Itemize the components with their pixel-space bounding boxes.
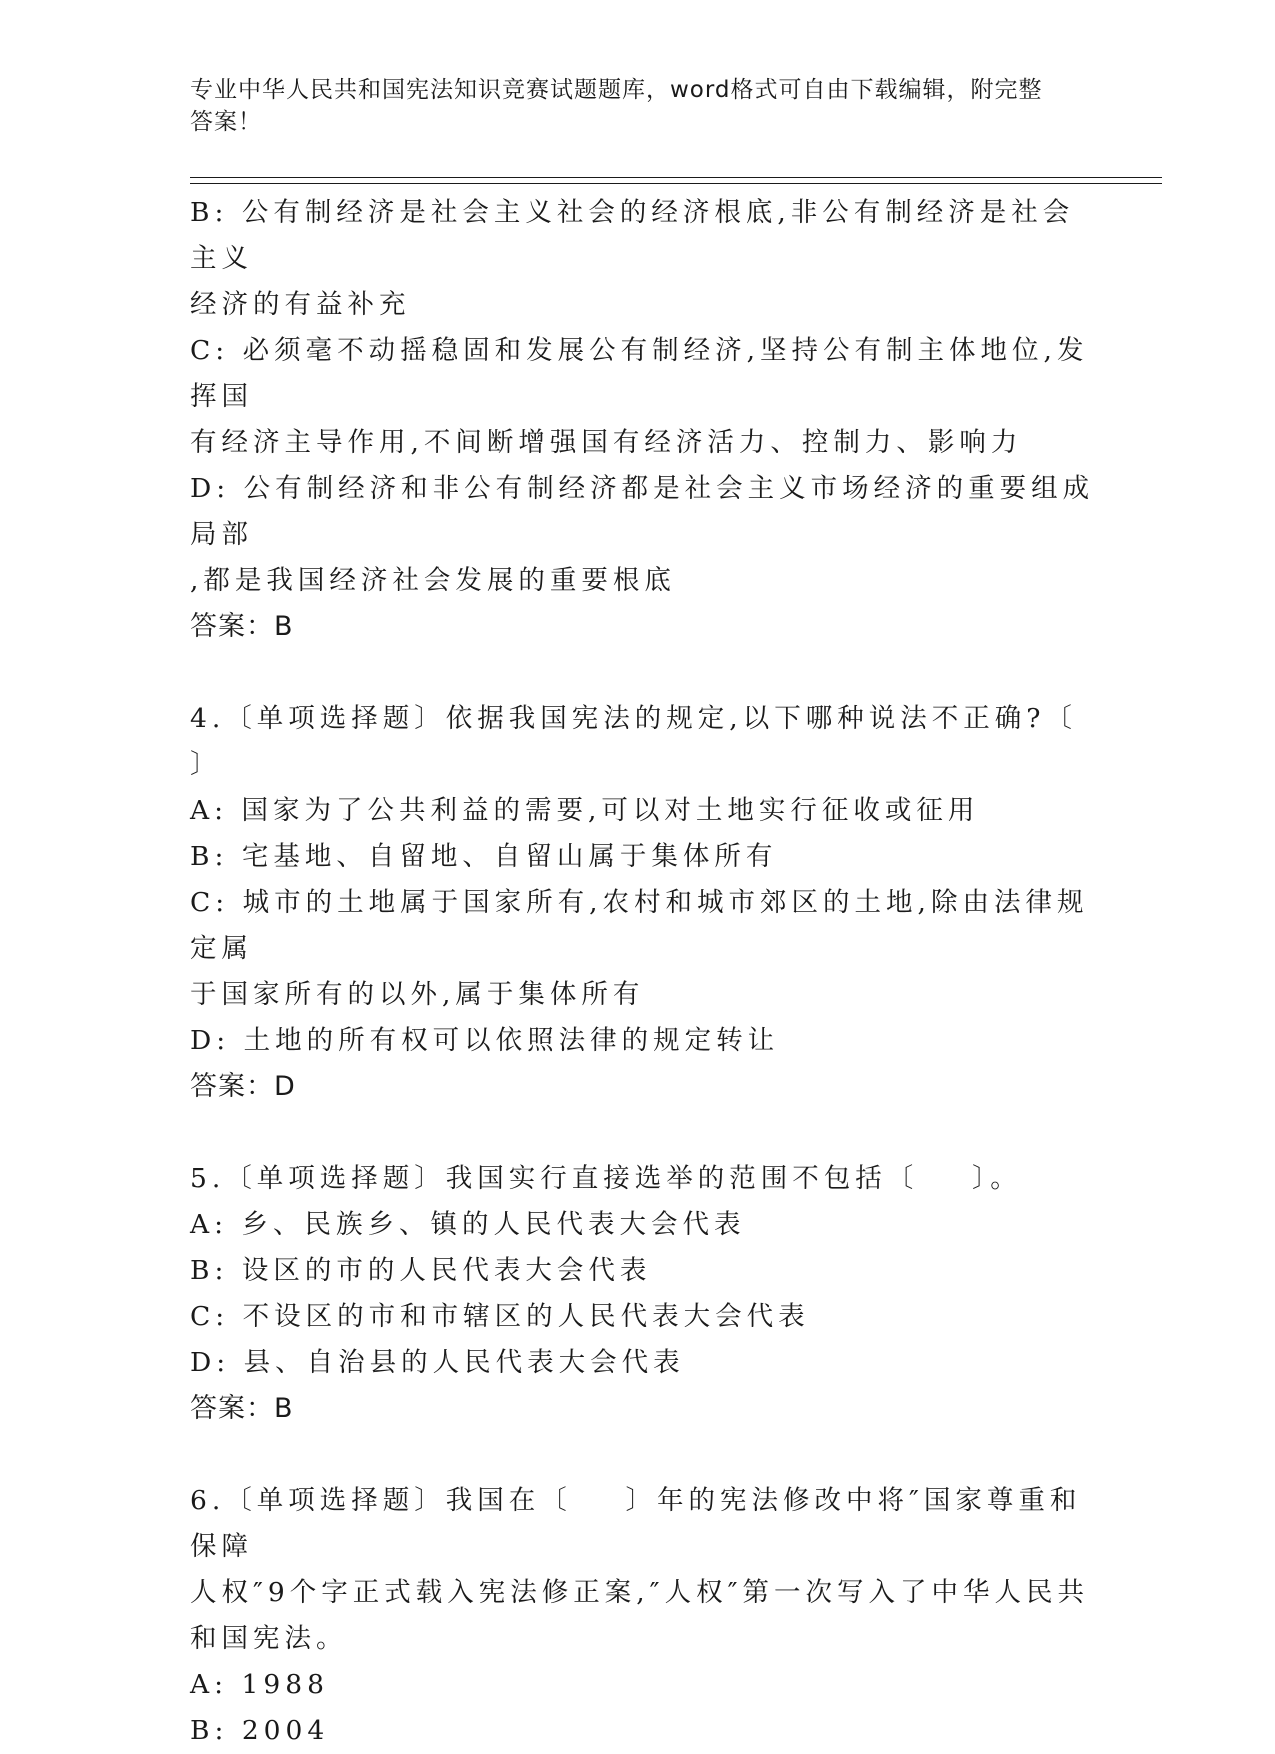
question-4 [190, 696, 1131, 1110]
option-c: C: 必须毫不动摇稳固和发展公有制经济,坚持公有制主体地位,发挥国 [190, 335, 1089, 412]
answer: 答案：B [190, 1393, 294, 1424]
option-b: B: 设区的市的人民代表大会代表 [190, 1255, 652, 1286]
document-header [190, 74, 1070, 138]
option-d: D: 公有制经济和非公有制经济都是社会主义市场经济的重要组成局部 [190, 473, 1095, 550]
option-b: B: 2004 [190, 1715, 330, 1746]
option-d-continued: ,都是我国经济社会发展的重要根底 [190, 565, 676, 596]
option-c-continued: 于国家所有的以外,属于集体所有 [190, 979, 645, 1010]
question-stem: 4.〔单项选择题〕依据我国宪法的规定,以下哪种说法不正确?〔 〕 [190, 703, 1131, 780]
question-stem: 5.〔单项选择题〕我国实行直接选举的范围不包括〔 〕。 [190, 1163, 1022, 1194]
option-d: D: 县、自治县的人民代表大会代表 [190, 1347, 685, 1378]
header-line-1: 专业中华人民共和国宪法知识竞赛试题题库，word格式可自由下载编辑，附完整 [190, 77, 1043, 103]
option-b-continued: 经济的有益补充 [190, 289, 411, 320]
option-a: A: 乡、民族乡、镇的人民代表大会代表 [190, 1209, 746, 1240]
question-stem: 6.〔单项选择题〕我国在〔 〕年的宪法修改中将″国家尊重和保障 [190, 1485, 1082, 1562]
question-stem-continued: 和国宪法。 [190, 1623, 348, 1654]
spacer [190, 1110, 1095, 1156]
option-d: D: 土地的所有权可以依照法律的规定转让 [190, 1025, 780, 1056]
answer: 答案：B [190, 611, 294, 642]
spacer [190, 650, 1095, 696]
option-b: B: 宅基地、自留地、自留山属于集体所有 [190, 841, 778, 872]
option-c: C: 不设区的市和市辖区的人民代表大会代表 [190, 1301, 810, 1332]
question-stem-continued: 人权″9个字正式载入宪法修正案,″人权″第一次写入了中华人民共 [190, 1577, 1089, 1608]
header-rule-top [190, 177, 1162, 178]
question-6 [190, 1478, 1095, 1754]
option-a: A: 国家为了公共利益的需要,可以对土地实行征收或征用 [190, 795, 980, 826]
answer: 答案：D [190, 1071, 296, 1102]
option-a: A: 1988 [190, 1669, 329, 1700]
question-3-tail [190, 190, 1095, 650]
option-c-continued: 有经济主导作用,不间断增强国有经济活力、控制力、影响力 [190, 427, 1023, 458]
question-5 [190, 1156, 1095, 1432]
header-line-2: 答案！ [190, 109, 262, 135]
spacer [190, 1432, 1095, 1478]
header-rule-bottom [190, 183, 1162, 184]
document-body [190, 190, 1131, 1754]
option-c: C: 城市的土地属于国家所有,农村和城市郊区的土地,除由法律规定属 [190, 887, 1089, 964]
option-b: B: 公有制经济是社会主义社会的经济根底,非公有制经济是社会主义 [190, 197, 1075, 274]
